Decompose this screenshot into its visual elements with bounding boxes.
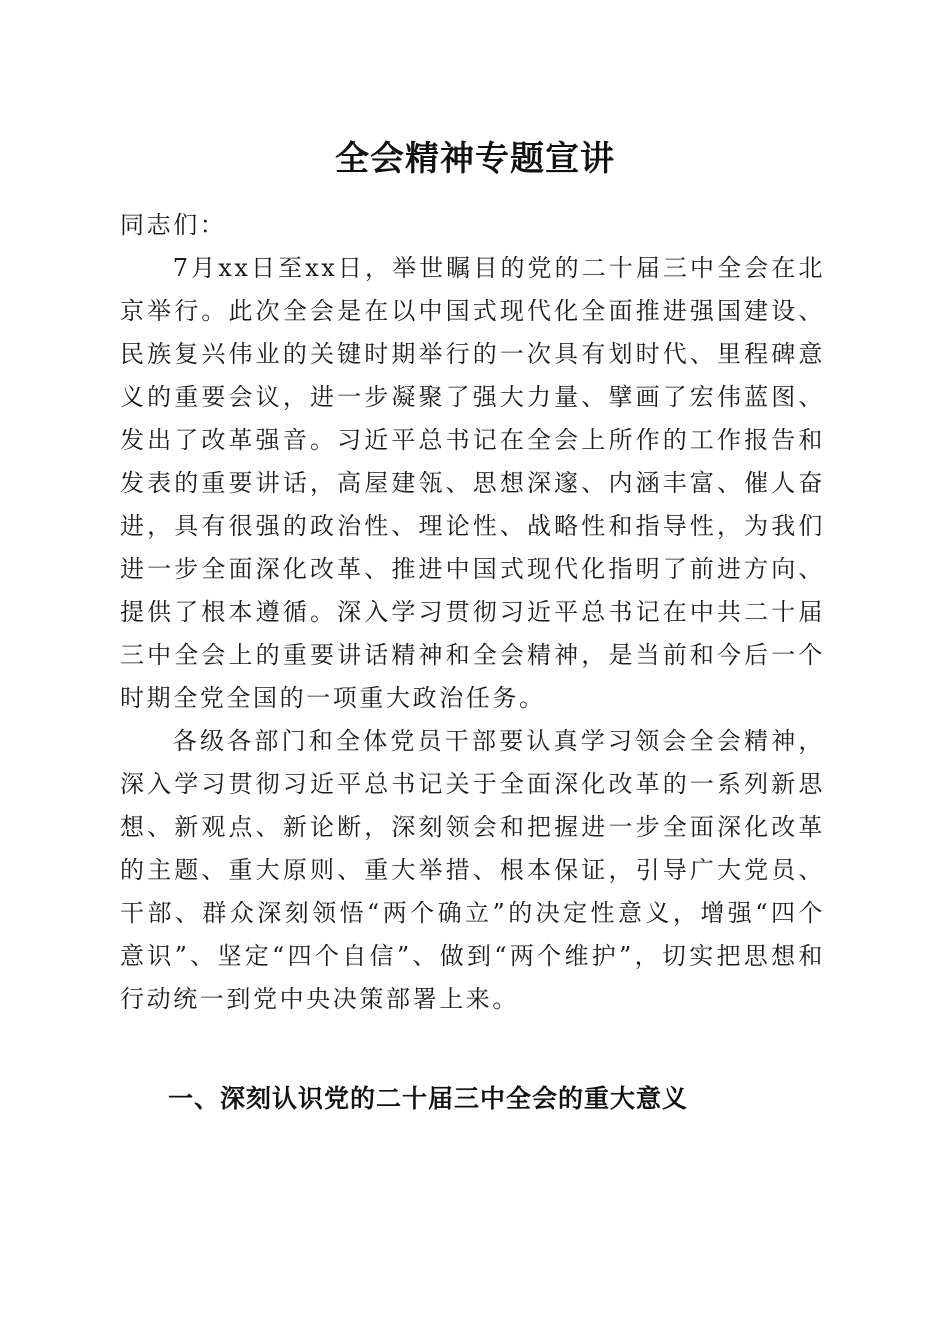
salutation: 同志们：	[120, 211, 227, 239]
paragraph-2: 各级各部门和全体党员干部要认真学习领会全会精神，深入学习贯彻习近平总书记关于全面深化改革的一系列新思想、新观点、新论断，深刻领会和把握进一步全面深化改革的主题、重大原则、重大举措、根本保证，引导广大党员、干部、群众深刻领悟“两个确立”的决定性意义，增强“四个意识”、坚定“四个自信”、做到“两个维护”，切实把思想和行动统一到党中央决策部署上来。	[120, 727, 825, 1013]
section-heading: 一、深刻认识党的二十届三中全会的重大意义	[168, 1084, 689, 1113]
paragraph-1: 7月xx日至xx日，举世瞩目的党的二十届三中全会在北京举行。此次全会是在以中国式现代化全面推进强国建设、民族复兴伟业的关键时期举行的一次具有划时代、里程碑意义的重要会议，进一步凝聚了强大力量、擘画了宏伟蓝图、发出了改革强音。习近平总书记在全会上所作的工作报告和发表的重要讲话，高屋建瓴、思想深邃、内涵丰富、催人奋进，具有很强的政治性、理论性、战略性和指导性，为我们进一步全面深化改革、推进中国式现代化指明了前进方向、提供了根本遵循。深入学习贯彻习近平总书记在中共二十届三中全会上的重要讲话精神和全会精神，是当前和今后一个时期全党全国的一项重大政治任务。	[120, 254, 825, 712]
document-title: 全会精神专题宣讲	[335, 139, 615, 179]
document-body	[120, 204, 825, 1021]
